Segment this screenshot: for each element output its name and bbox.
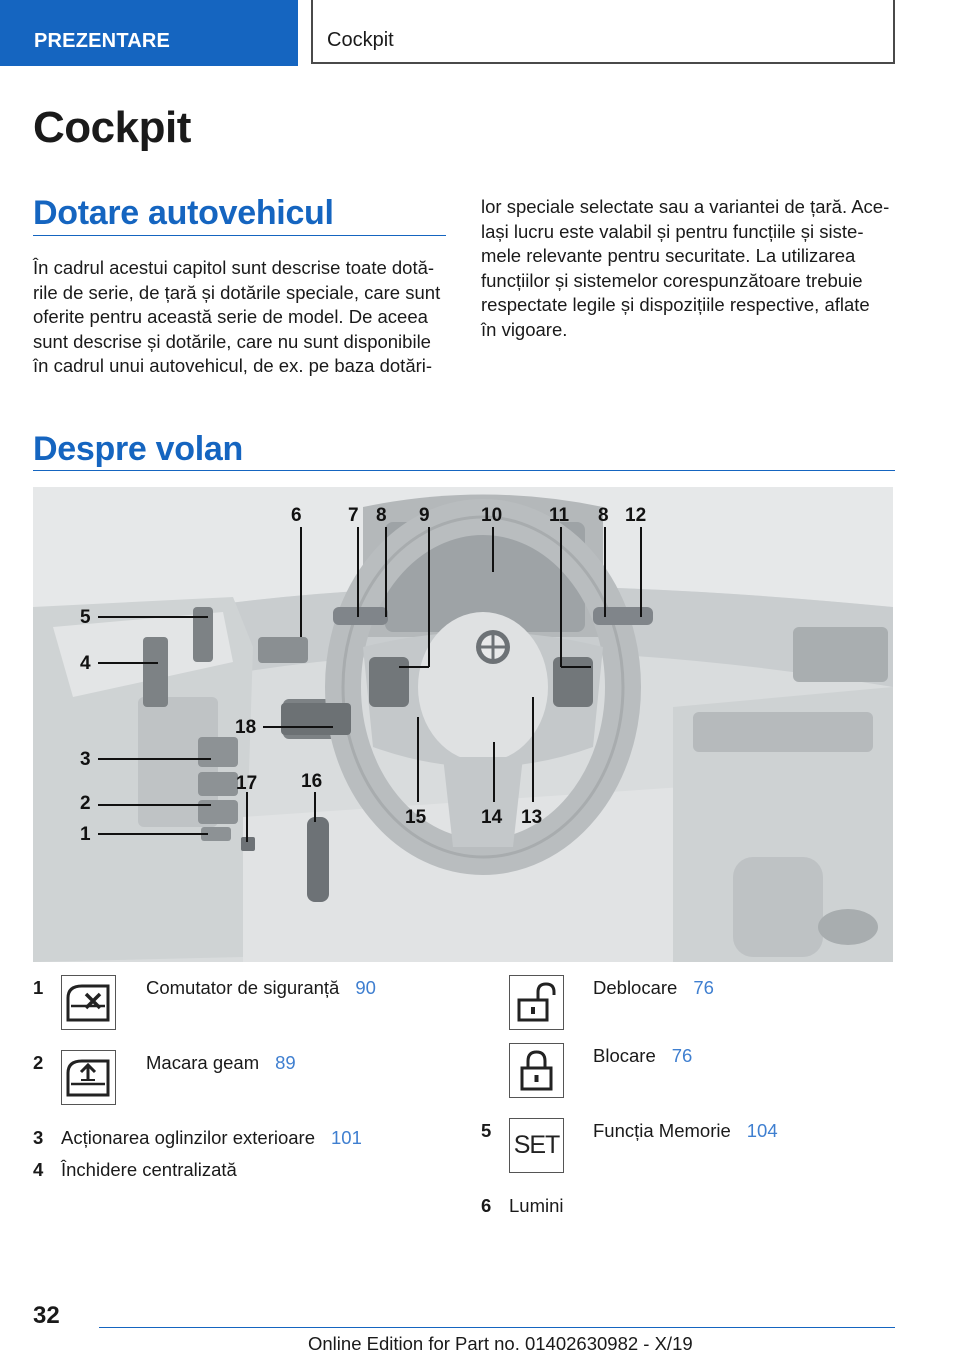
set-icon-text: SET	[513, 1131, 560, 1159]
legend-item-5	[593, 1120, 778, 1142]
callout-17: 17	[236, 773, 258, 794]
legend-label: Blocare	[593, 1045, 656, 1066]
legend-number: 6	[481, 1195, 492, 1216]
legend-label: Acționarea oglinzilor exterioare	[61, 1127, 315, 1148]
callout-7: 7	[348, 505, 359, 526]
callout-8: 8	[376, 505, 387, 526]
legend-number: 2	[33, 1052, 44, 1073]
legend-item-3	[61, 1127, 362, 1149]
legend-label: Funcția Memorie	[593, 1120, 731, 1141]
callout-11: 11	[549, 505, 570, 526]
window-lock-icon	[61, 975, 116, 1030]
edition-text: Online Edition for Part no. 01402630982 - X/19	[308, 1333, 693, 1354]
footer-rule	[99, 1327, 895, 1328]
text-line: mele relevante pentru securitate. La utilizarea	[481, 245, 856, 267]
callout-3: 3	[80, 749, 91, 770]
text-line: oferite pentru această serie de model. De aceea	[33, 306, 428, 328]
callout-12: 12	[625, 505, 647, 526]
callout-5: 5	[80, 607, 91, 628]
section-tab[interactable]: PREZENTARE	[0, 0, 298, 66]
callout-16: 16	[301, 771, 323, 792]
page-number: 32	[33, 1302, 60, 1329]
legend-label: Macara geam	[146, 1052, 260, 1073]
callout-labels	[33, 487, 893, 962]
section-heading-steering: Despre volan	[33, 430, 243, 468]
page-link[interactable]: 89	[275, 1052, 296, 1073]
legend-number: 3	[33, 1127, 44, 1148]
callout-2: 2	[80, 793, 91, 814]
text-line: În cadrul acestui capitol sunt descrise toate dotă-	[33, 257, 435, 278]
legend-item-unlock	[593, 977, 714, 999]
page-link[interactable]: 76	[693, 977, 714, 998]
page-header	[0, 0, 960, 66]
page-link[interactable]: 90	[355, 977, 376, 998]
callout-15: 15	[405, 807, 427, 828]
callout-13: 13	[521, 807, 543, 828]
legend-label: Lumini	[509, 1195, 564, 1216]
text-line: funcțiilor și sistemelor corespunzătoare trebuie	[481, 269, 863, 291]
callout-1: 1	[80, 824, 91, 845]
callout-18: 18	[235, 717, 257, 738]
callout-4: 4	[80, 653, 91, 674]
unlock-icon	[509, 975, 564, 1030]
text-line: respectate legile și dispozițiile respective, aflate	[481, 294, 870, 316]
heading-rule	[33, 235, 446, 236]
legend-item-1	[146, 977, 376, 999]
text-line: în vigoare.	[481, 318, 568, 340]
equipment-text-col1	[33, 256, 453, 379]
legend-item-2	[146, 1052, 296, 1074]
callout-14: 14	[481, 807, 503, 828]
text-line: lași lucru este valabil și pentru funcțiile și siste-	[481, 220, 864, 242]
legend-label: Comutator de siguranță	[146, 977, 340, 998]
lock-icon	[509, 1043, 564, 1098]
legend-item-lock	[593, 1045, 692, 1067]
equipment-text-col2	[481, 195, 901, 343]
set-icon	[509, 1118, 564, 1173]
chapter-tab[interactable]: Cockpit	[311, 0, 895, 64]
legend-label: Închidere centralizată	[61, 1159, 237, 1180]
text-line: sunt descrise și dotările, care nu sunt disponibile	[33, 330, 431, 352]
power-window-icon	[61, 1050, 116, 1105]
text-line: în cadrul unui autovehicul, de ex. pe baza dotări-	[33, 355, 433, 377]
legend-item-6	[509, 1195, 564, 1217]
callout-9: 9	[419, 505, 430, 526]
legend-number: 1	[33, 977, 44, 998]
callout-8b: 8	[598, 505, 609, 526]
page-link[interactable]: 101	[331, 1127, 362, 1148]
page-link[interactable]: 76	[671, 1045, 693, 1066]
section-heading-equipment: Dotare autovehicul	[33, 194, 334, 232]
text-line: lor speciale selectate sau a variantei de țară. Ace-	[481, 196, 890, 217]
text-line: rile de serie, de țară și dotările speciale, care sunt	[33, 281, 441, 303]
page-title: Cockpit	[33, 103, 191, 152]
callout-6: 6	[291, 505, 302, 526]
legend-label: Deblocare	[593, 977, 678, 998]
legend-number: 4	[33, 1159, 44, 1180]
heading-rule	[33, 470, 895, 471]
page-link[interactable]: 104	[746, 1120, 778, 1141]
legend-number: 5	[481, 1120, 492, 1141]
callout-10: 10	[481, 505, 503, 526]
legend-item-4	[61, 1159, 237, 1181]
